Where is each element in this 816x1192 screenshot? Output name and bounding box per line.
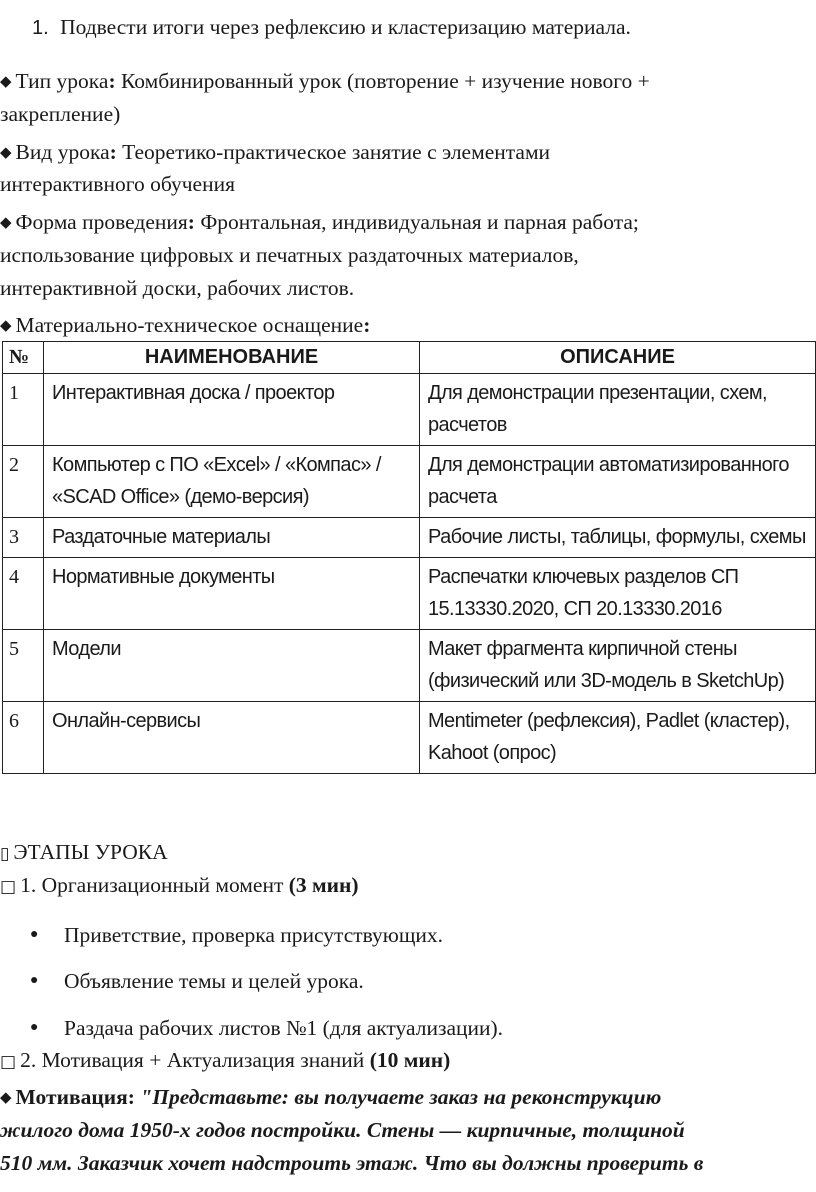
header-num: № <box>3 342 44 374</box>
motivation-line2: жилого дома 1950-х годов постройки. Стены — кирпичные, толщиной <box>0 1118 685 1142</box>
cell-name: Модели <box>44 630 420 702</box>
diamond-bullet-icon: ◆ <box>0 318 12 334</box>
table-row <box>3 630 816 702</box>
equipment-colon: : <box>363 313 371 337</box>
cell-desc: Для демонстрации автоматизированного расчета <box>420 446 816 518</box>
lesson-kind-value: Теоретико-практическое занятие с элементами <box>116 140 551 164</box>
lesson-form-label: Форма проведения <box>15 210 188 234</box>
cell-num: 3 <box>3 518 44 558</box>
square-bullet-icon: □ <box>0 877 17 897</box>
motivation-line3: 510 мм. Заказчик хочет надстроить этаж. Что вы должны проверить в <box>0 1151 704 1175</box>
lesson-type-label: Тип урока <box>15 69 109 93</box>
bullet-dot-icon: ● <box>30 927 39 942</box>
square-bullet-icon: □ <box>0 1052 17 1072</box>
lesson-kind-line2: интерактивного обучения <box>0 172 235 196</box>
lesson-form-line2: использование цифровых и печатных раздаточных материалов, <box>0 243 579 267</box>
cell-name: Онлайн-сервисы <box>44 702 420 774</box>
lesson-type-line2: закрепление) <box>0 102 121 126</box>
equipment-heading <box>0 313 370 339</box>
table-row <box>3 446 816 518</box>
motivation-quote: "Представьте: вы получаете заказ на реконструкцию <box>134 1085 662 1109</box>
bullet-dot-icon: ● <box>30 1020 39 1035</box>
table-row <box>3 702 816 774</box>
table-row <box>3 518 816 558</box>
cell-desc: Макет фрагмента кирпичной стены (физический или 3D-модель в SketchUp) <box>420 630 816 702</box>
lesson-kind-colon: : <box>109 140 117 164</box>
square-bullet-icon: ▯ <box>0 844 10 864</box>
lesson-form-value: Фронтальная, индивидуальная и парная работа; <box>194 210 639 234</box>
diamond-bullet-icon: ◆ <box>0 215 12 231</box>
lesson-kind-line1 <box>0 140 550 166</box>
objective-item <box>32 15 631 41</box>
cell-num: 2 <box>3 446 44 518</box>
cell-name: Раздаточные материалы <box>44 518 420 558</box>
lesson-type-colon: : <box>108 69 116 93</box>
stage-1-duration: (3 мин) <box>288 873 359 897</box>
cell-desc: Для демонстрации презентации, схем, расчетов <box>420 374 816 446</box>
motivation-line1 <box>0 1085 661 1111</box>
lesson-type-value: Комбинированный урок (повторение + изучение нового + <box>115 69 650 93</box>
cell-num: 1 <box>3 374 44 446</box>
motivation-colon: : <box>127 1085 135 1109</box>
list-number: 1. <box>32 17 49 39</box>
cell-name: Компьютер с ПО «Excel» / «Компас» / «SCAD Office» (демо-версия) <box>44 446 420 518</box>
lesson-kind-label: Вид урока <box>15 140 110 164</box>
stage-2-text: 2. Мотивация + Актуализация знаний <box>20 1048 370 1072</box>
cell-desc: Рабочие листы, таблицы, формулы, схемы <box>420 518 816 558</box>
equipment-label: Материально-техническое оснащение <box>15 313 364 337</box>
table-row <box>3 558 816 630</box>
diamond-bullet-icon: ◆ <box>0 145 12 161</box>
cell-name: Нормативные документы <box>44 558 420 630</box>
equipment-table <box>2 341 816 774</box>
bullet-dot-icon: ● <box>30 973 39 988</box>
table-row <box>3 374 816 446</box>
objective-text: Подвести итоги через рефлексию и кластеризацию материала. <box>60 15 631 39</box>
lesson-form-line3: интерактивной доски, рабочих листов. <box>0 276 355 300</box>
stages-title: ЭТАПЫ УРОКА <box>13 840 168 864</box>
stage-1-text: 1. Организационный момент <box>20 873 289 897</box>
diamond-bullet-icon: ◆ <box>0 74 12 90</box>
lesson-type-line1 <box>0 69 650 95</box>
header-name: НАИМЕНОВАНИЕ <box>44 342 420 374</box>
stage-2-duration: (10 мин) <box>369 1048 451 1072</box>
cell-num: 6 <box>3 702 44 774</box>
cell-desc: Распечатки ключевых разделов СП 15.13330.2020, СП 20.13330.2016 <box>420 558 816 630</box>
stages-heading <box>0 840 168 866</box>
cell-desc: Mentimeter (рефлексия), Padlet (кластер), Kahoot (опрос) <box>420 702 816 774</box>
lesson-form-colon: : <box>187 210 195 234</box>
cell-num: 5 <box>3 630 44 702</box>
diamond-bullet-icon: ◆ <box>0 1090 12 1106</box>
stage-1-heading <box>0 873 359 899</box>
cell-name: Интерактивная доска / проектор <box>44 374 420 446</box>
header-desc: ОПИСАНИЕ <box>420 342 816 374</box>
motivation-label: Мотивация <box>15 1085 128 1109</box>
lesson-form-line1 <box>0 210 639 236</box>
cell-num: 4 <box>3 558 44 630</box>
table-header-row <box>3 342 816 374</box>
stage-2-heading <box>0 1048 450 1074</box>
